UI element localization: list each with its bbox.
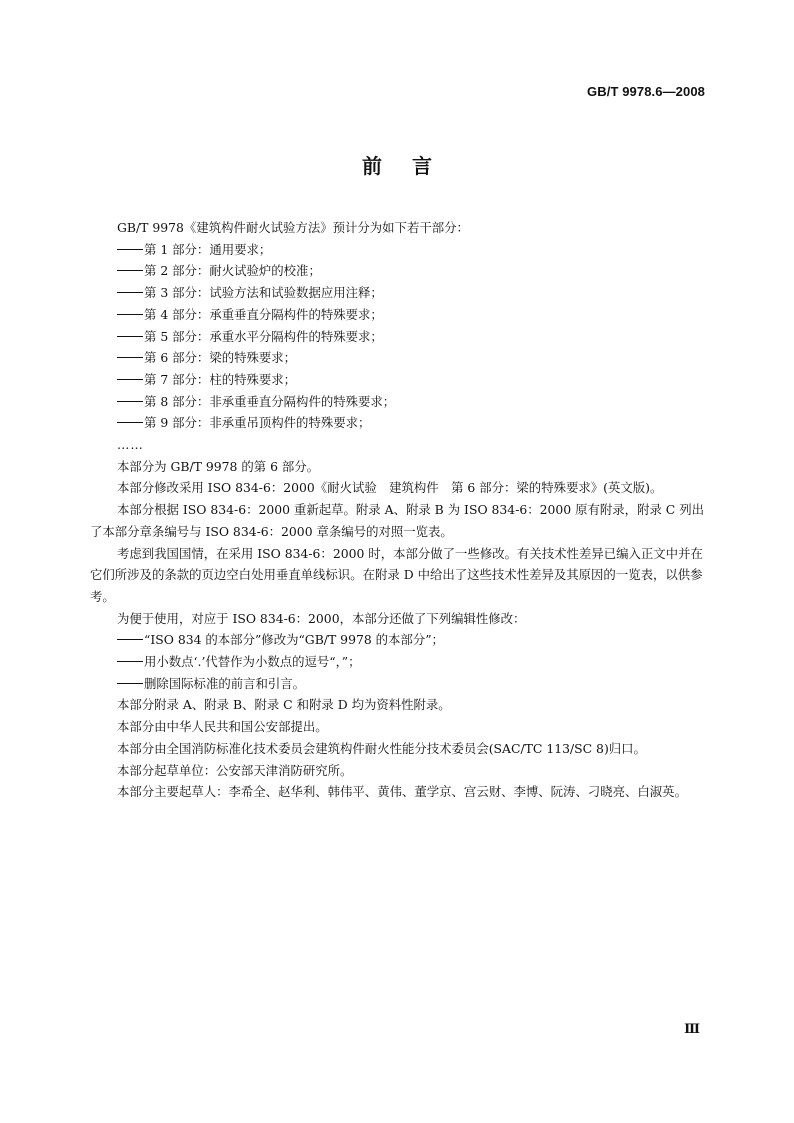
- paragraph-drafters: 本部分主要起草人：李希全、赵华利、韩伟平、黄伟、董学京、宫云财、李博、阮涛、刁晓亮、白淑英。: [117, 784, 687, 800]
- edit-list-item: 用小数点‘.’代替作为小数点的逗号“，”；: [90, 651, 706, 673]
- foreword-body: [90, 217, 706, 803]
- em-dash-mark: [117, 336, 143, 337]
- em-dash-mark: [117, 249, 143, 250]
- part-list-item: 第 2 部分：耐火试验炉的校准；: [90, 260, 706, 282]
- em-dash-mark: [117, 683, 143, 684]
- page-number: Ⅲ: [684, 1022, 700, 1037]
- em-dash-mark: [117, 401, 143, 402]
- part-list-item: 第 7 部分：柱的特殊要求；: [90, 369, 706, 391]
- part-list-item: 第 9 部分：非承重吊顶构件的特殊要求；: [90, 412, 706, 434]
- part-list-item: 第 4 部分：承重垂直分隔构件的特殊要求；: [90, 304, 706, 326]
- paragraph-technical-differences: 考虑到我国国情，在采用 ISO 834-6：2000 时，本部分做了一些修改。有关技术性差异已编入正文中并在它们所涉及的条款的页边空白处用垂直单线标识。在附录 D 中给出了这些技术性差异及其原因的一览表，以供参考。: [90, 545, 703, 604]
- em-dash-mark: [117, 270, 143, 271]
- em-dash-mark: [117, 314, 143, 315]
- edit-list-item: “ISO 834 的本部分”修改为“GB/T 9978 的本部分”；: [90, 629, 706, 651]
- paragraph-committee: 本部分由全国消防标准化技术委员会建筑构件耐火性能分技术委员会(SAC/TC 113/SC 8)归口。: [117, 740, 646, 756]
- paragraph-proposer: 本部分由中华人民共和国公安部提出。: [117, 719, 328, 735]
- em-dash-mark: [117, 357, 143, 358]
- em-dash-mark: [117, 639, 143, 640]
- paragraph-drafting-unit: 本部分起草单位：公安部天津消防研究所。: [117, 762, 353, 778]
- part-list-item: 第 6 部分：梁的特殊要求；: [90, 347, 706, 369]
- em-dash-mark: [117, 422, 143, 423]
- part-list-item: 第 8 部分：非承重垂直分隔构件的特殊要求；: [90, 391, 706, 413]
- paragraph-annexes: 本部分附录 A、附录 B、附录 C 和附录 D 均为资料性附录。: [117, 697, 451, 713]
- page-title: 前言: [362, 154, 462, 178]
- em-dash-mark: [117, 661, 143, 662]
- standard-number: GB/T 9978.6—2008: [587, 84, 705, 99]
- em-dash-mark: [117, 379, 143, 380]
- intro-paragraph: GB/T 9978《建筑构件耐火试验方法》预计分为如下若干部分：: [117, 220, 469, 235]
- list-ellipsis: ……: [117, 437, 144, 453]
- paragraph-editorial-intro: 为便于使用，对应于 ISO 834-6：2000，本部分还做了下列编辑性修改：: [117, 610, 526, 626]
- edit-list-item: 删除国际标准的前言和引言。: [90, 673, 706, 695]
- paragraph-redrafting: 本部分根据 ISO 834-6：2000 重新起草。附录 A、附录 B 为 ISO 834-6：2000 原有附录，附录 C 列出了本部分章条编号与 ISO 834-6：2000 章条编号的对照一览表。: [90, 502, 704, 539]
- part-list-item: 第 5 部分：承重水平分隔构件的特殊要求；: [90, 326, 706, 348]
- part-list-item: 第 3 部分：试验方法和试验数据应用注释；: [90, 282, 706, 304]
- paragraph-part-scope: 本部分为 GB/T 9978 的第 6 部分。: [117, 458, 320, 474]
- em-dash-mark: [117, 292, 143, 293]
- paragraph-adoption: 本部分修改采用 ISO 834-6：2000《耐火试验 建筑构件 第 6 部分：梁的特殊要求》(英文版)。: [117, 480, 663, 496]
- part-list-item: 第 1 部分：通用要求；: [90, 239, 706, 261]
